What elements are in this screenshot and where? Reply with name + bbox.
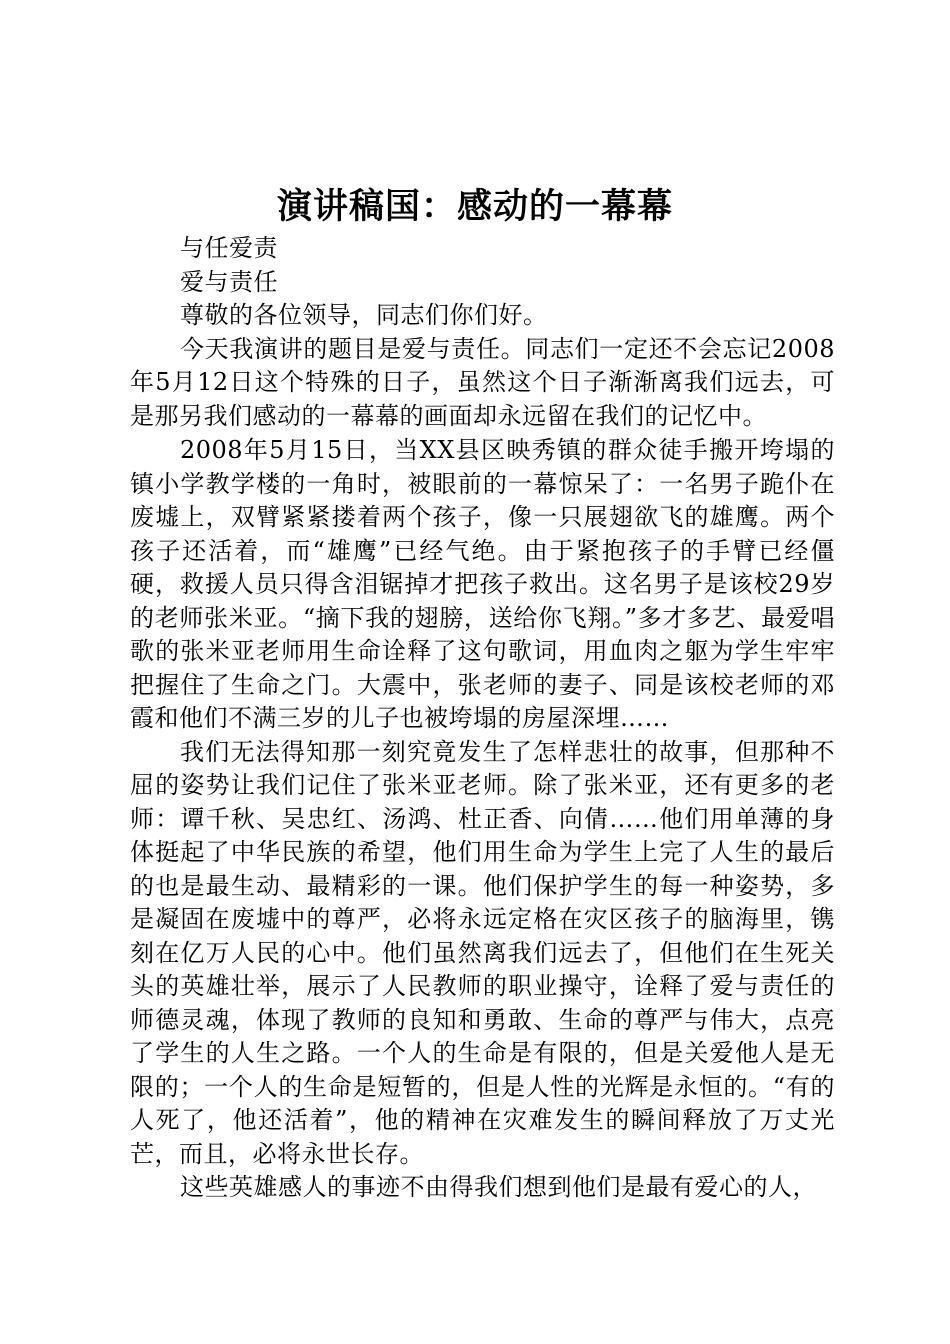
paragraph-greeting: 尊敬的各位领导，同志们你们好。 xyxy=(180,301,548,329)
document-body xyxy=(130,232,835,1205)
paragraph-heading-1: 与任爱责 xyxy=(180,234,278,262)
paragraph-story: 2008年5月15日，当XX县区映秀镇的群众徒手搬开垮塌的镇小学教学楼的一角时，被眼前的一幕惊呆了：一名男子跪仆在废墟上，双臂紧紧搂着两个孩子，像一只展翅欲飞的雄鹰。两个孩子还活着，而“雄鹰”已经气绝。由于紧抱孩子的手臂已经僵硬，救援人员只得含泪锯掉才把孩子救出。这名男子是该校29岁的老师张米亚。“摘下我的翅膀，送给你飞翔。”多才多艺、最爱唱歌的张米亚老师用生命诠释了这句歌词，用血肉之躯为学生牢牢把握住了生命之门。大震中，张老师的妻子、同是该校老师的邓霞和他们不满三岁的儿子也被垮塌的房屋深埋…… xyxy=(130,436,835,732)
paragraph-intro: 今天我演讲的题目是爱与责任。同志们一定还不会忘记2008年5月12日这个特殊的日子，虽然这个日子渐渐离我们远去，可是那另我们感动的一幕幕的画面却永远留在我们的记忆中。 xyxy=(130,334,835,430)
paragraph-heading-2: 爱与责任 xyxy=(180,267,278,296)
document-title: 演讲稿国：感动的一幕幕 xyxy=(276,186,673,227)
paragraph-closing: 这些英雄感人的事迹不由得我们想到他们是最有爱心的人， xyxy=(180,1173,817,1201)
paragraph-reflection: 我们无法得知那一刻究竟发生了怎样悲壮的故事，但那种不屈的姿势让我们记住了张米亚老师。除了张米亚，还有更多的老师：谭千秋、吴忠红、汤鸿、杜正香、向倩……他们用单薄的身体挺起了中华民族的希望，他们用生命为学生上完了人生的最后的也是最生动、最精彩的一课。他们保护学生的每一种姿势，多是凝固在废墟中的尊严，必将永远定格在灾区孩子的脑海里，镌刻在亿万人民的心中。他们虽然离我们远去了，但他们在生死关头的英雄壮举，展示了人民教师的职业操守，诠释了爱与责任的师德灵魂，体现了教师的良知和勇敢、生命的尊严与伟大，点亮了学生的人生之路。一个人的生命是有限的，但是关爱他人是无限的；一个人的生命是短暂的，但是人性的光辉是永恒的。“有的人死了，他还活着”，他的精神在灾难发生的瞬间释放了万丈光芒，而且，必将永世长存。 xyxy=(130,737,835,1168)
